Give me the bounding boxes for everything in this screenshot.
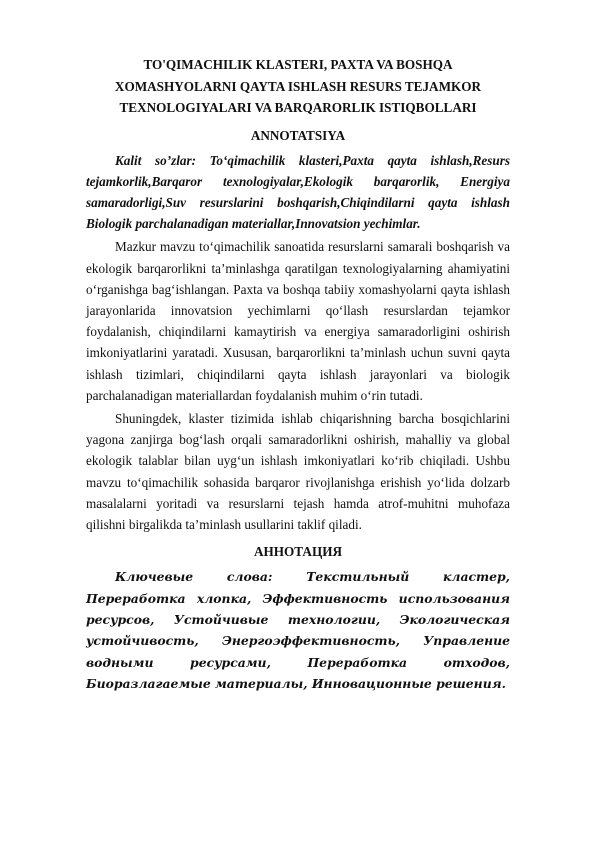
uz-paragraph-1: Mazkur mavzu to‘qimachilik sanoatida resurslarni samarali boshqarish va ekologik barqarorlikni ta’minlashga qaratilgan texnologiyalarning ahamiyatini o‘rganishga bag‘ishlangan. Paxta va boshqa tabiiy xomashyolarni qayta ishlash jarayonlarida innovatsion yechimlarni qo‘llash resurslardan tejamkor foydalanish, chiqindilarni kamaytirish va energiya samaradorligini oshirish imkoniyatlarini yaratadi. Xususan, barqarorlikni ta’minlash uchun suvni qayta ishlash tizimlari, chiqindilarni qayta ishlash jarayonlari va biologik parchalanadigan materiallardan foydalanish muhim o‘rin tutadi. <box>86 239 510 403</box>
uz-keywords: Kalit so’zlar: To‘qimachilik klasteri,Paxta qayta ishlash,Resurs tejamkorlik,Barqaror texnologiyalar,Ekologik barqarorlik, Energiya samaradorligi,Suv resurslarini boshqarish,Chiqindilarni qayta ishlash Biologik parchalanadigan materiallar,Innovatsion yechimlar. <box>86 152 510 232</box>
ru-annotation-heading: АННОТАЦИЯ <box>254 544 342 560</box>
uz-paragraph-2: Shuningdek, klaster tizimida ishlab chiqarishning barcha bosqichlarini yagona zanjirga bog‘lash orqali samaradorlikni oshirish, mahalliy va global ekologik talablar bilan uyg‘un ishlash imkoniyatlari ko‘rib chiqiladi. Ushbu mavzu to‘qimachilik sohasida barqaror rivojlanishga erishish yo‘lida dolzarb masalalarni yoritadi va resurslarni tejash hamda atrof-muhitni muhofaza qilishni birgalikda ta’minlash usullarini taklif qiladi. <box>86 410 510 532</box>
document-page <box>86 54 510 697</box>
paper-title: TO'QIMACHILIK KLASTERI, PAXTA VA BOSHQA XOMASHYOLARNI QAYTA ISHLASH RESURS TEJAMKOR TEXNOLOGIYALARI VA BARQARORLIK ISTIQBOLLARI <box>114 57 482 115</box>
ru-keywords: Ключевые слова: Текстильный кластер, Переработка хлопка, Эффективность использования ресурсов, Устойчивые технологии, Экологическая устойчивость, Энергоэффективность, Управление водными ресурсами, Переработка отходов, Биоразлагаемые материалы, Инновационные решения. <box>86 569 510 692</box>
uz-annotation-heading: ANNOTATSIYA <box>250 127 346 143</box>
